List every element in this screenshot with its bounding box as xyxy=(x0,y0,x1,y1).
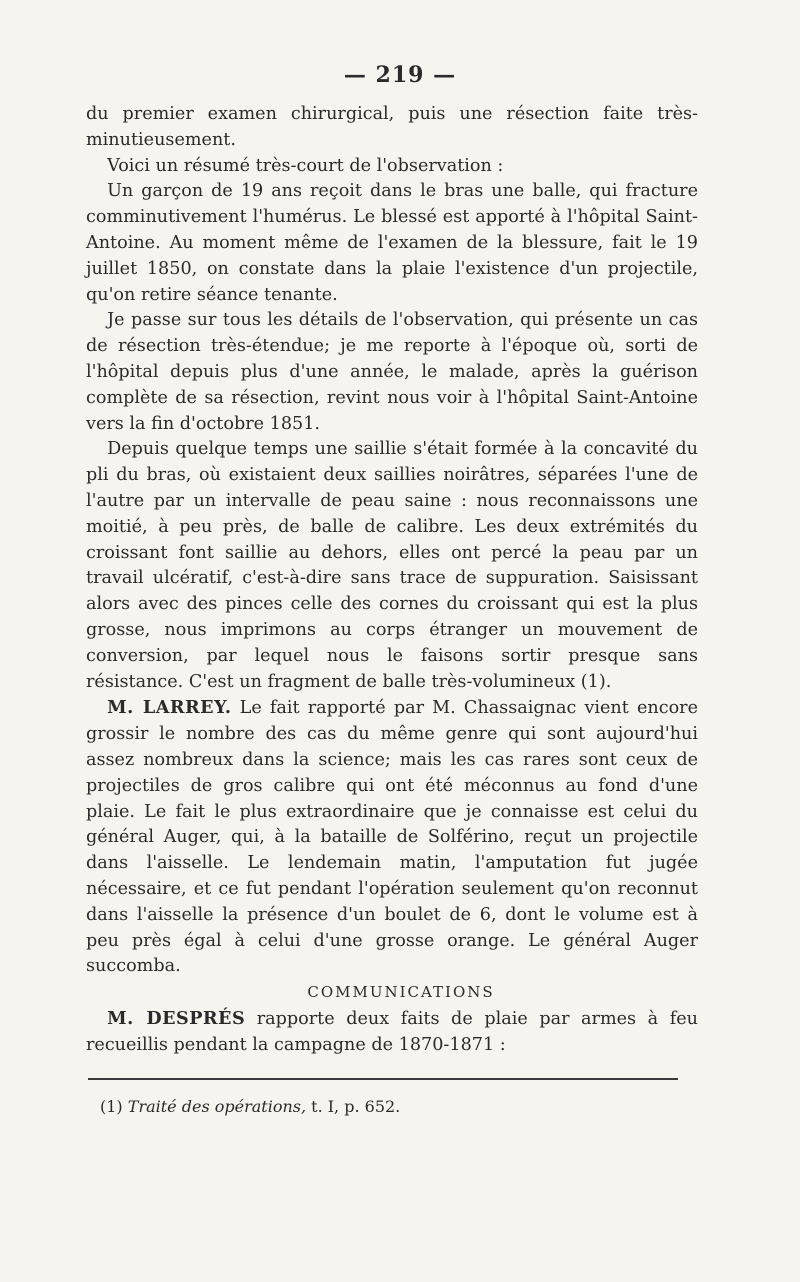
footnote xyxy=(100,1096,700,1118)
page-number: — 219 — xyxy=(343,62,457,88)
paragraph-larrey xyxy=(86,695,698,980)
paragraph-continuation: du premier examen chirurgical, puis une résection faite très-minutieusement. xyxy=(86,104,698,150)
section-title: COMMUNICATIONS xyxy=(307,983,495,1002)
paragraph-fragment: Depuis quelque temps une saillie s'était formée à la concavité du pli du bras, où existaient deux saillies noirâtres, séparées l'une de l'autre par un intervalle de peau saine : nous reconnaissons une moitié, à peu près, de balle de calibre. Les deux extrémités du croissant font saillie au dehors, elles ont percé la peau par un travail ulcératif, c'est-à-dire sans trace de suppuration. Saisissant alors avec des pinces celle des cornes du croissant qui est la plus grosse, nous imprimons au corps étranger un mouvement de conversion, par lequel nous le faisons sortir presque sans résistance. C'est un fragment de balle très-volumineux (1). xyxy=(86,439,698,692)
larrey-text: Le fait rapporté par M. Chassaignac vient encore grossir le nombre des cas du même genre qui sont aujourd'hui assez nombreux dans la science; mais les cas rares sont ceux de projectiles de gros calibre qui ont été méconnus au fond d'une plaie. Le fait le plus extraordinaire que je connaisse est celui du général Auger, qui, à la bataille de Solférino, reçut un projectile dans l'aisselle. Le lendemain matin, l'amputation fut jugée nécessaire, et ce fut pendant l'opération seulement qu'on reconnut dans l'aisselle la présence d'un boulet de 6, dont le volume est à peu près égal à celui d'une grosse orange. Le général Auger succomba. xyxy=(86,698,698,977)
speaker-despres: M. DESPRÉS xyxy=(107,1007,246,1029)
page-body xyxy=(86,102,698,1058)
speaker-larrey: M. LARREY. xyxy=(107,697,232,719)
footnote-title: Traité des opérations, xyxy=(127,1097,307,1116)
paragraph-summary-intro: Voici un résumé très-court de l'observation : xyxy=(107,155,504,176)
paragraph-case: Un garçon de 19 ans reçoit dans le bras une balle, qui fracture comminutivement l'humérus. Le blessé est apporté à l'hôpital Saint-Antoine. Au moment même de l'examen de la blessure, fait le 19 juillet 1850, on constate dans la plaie l'existence d'un projectile, qu'on retire séance tenante. xyxy=(86,181,698,305)
footnote-divider xyxy=(88,1078,678,1080)
despres-text: rapporte deux faits de plaie par armes à feu recueillis pendant la campagne de 1870-1871 : xyxy=(86,1008,698,1055)
footnote-ref: t. I, p. 652. xyxy=(306,1097,401,1116)
paragraph-despres xyxy=(86,1006,698,1059)
paragraph-resection: Je passe sur tous les détails de l'observation, qui présente un cas de résection très-étendue; je me reporte à l'époque où, sorti de l'hôpital depuis plus d'une année, le malade, après la guérison complète de sa résection, revint nous voir à l'hôpital Saint-Antoine vers la fin d'octobre 1851. xyxy=(86,310,698,434)
footnote-number: (1) xyxy=(100,1097,123,1116)
